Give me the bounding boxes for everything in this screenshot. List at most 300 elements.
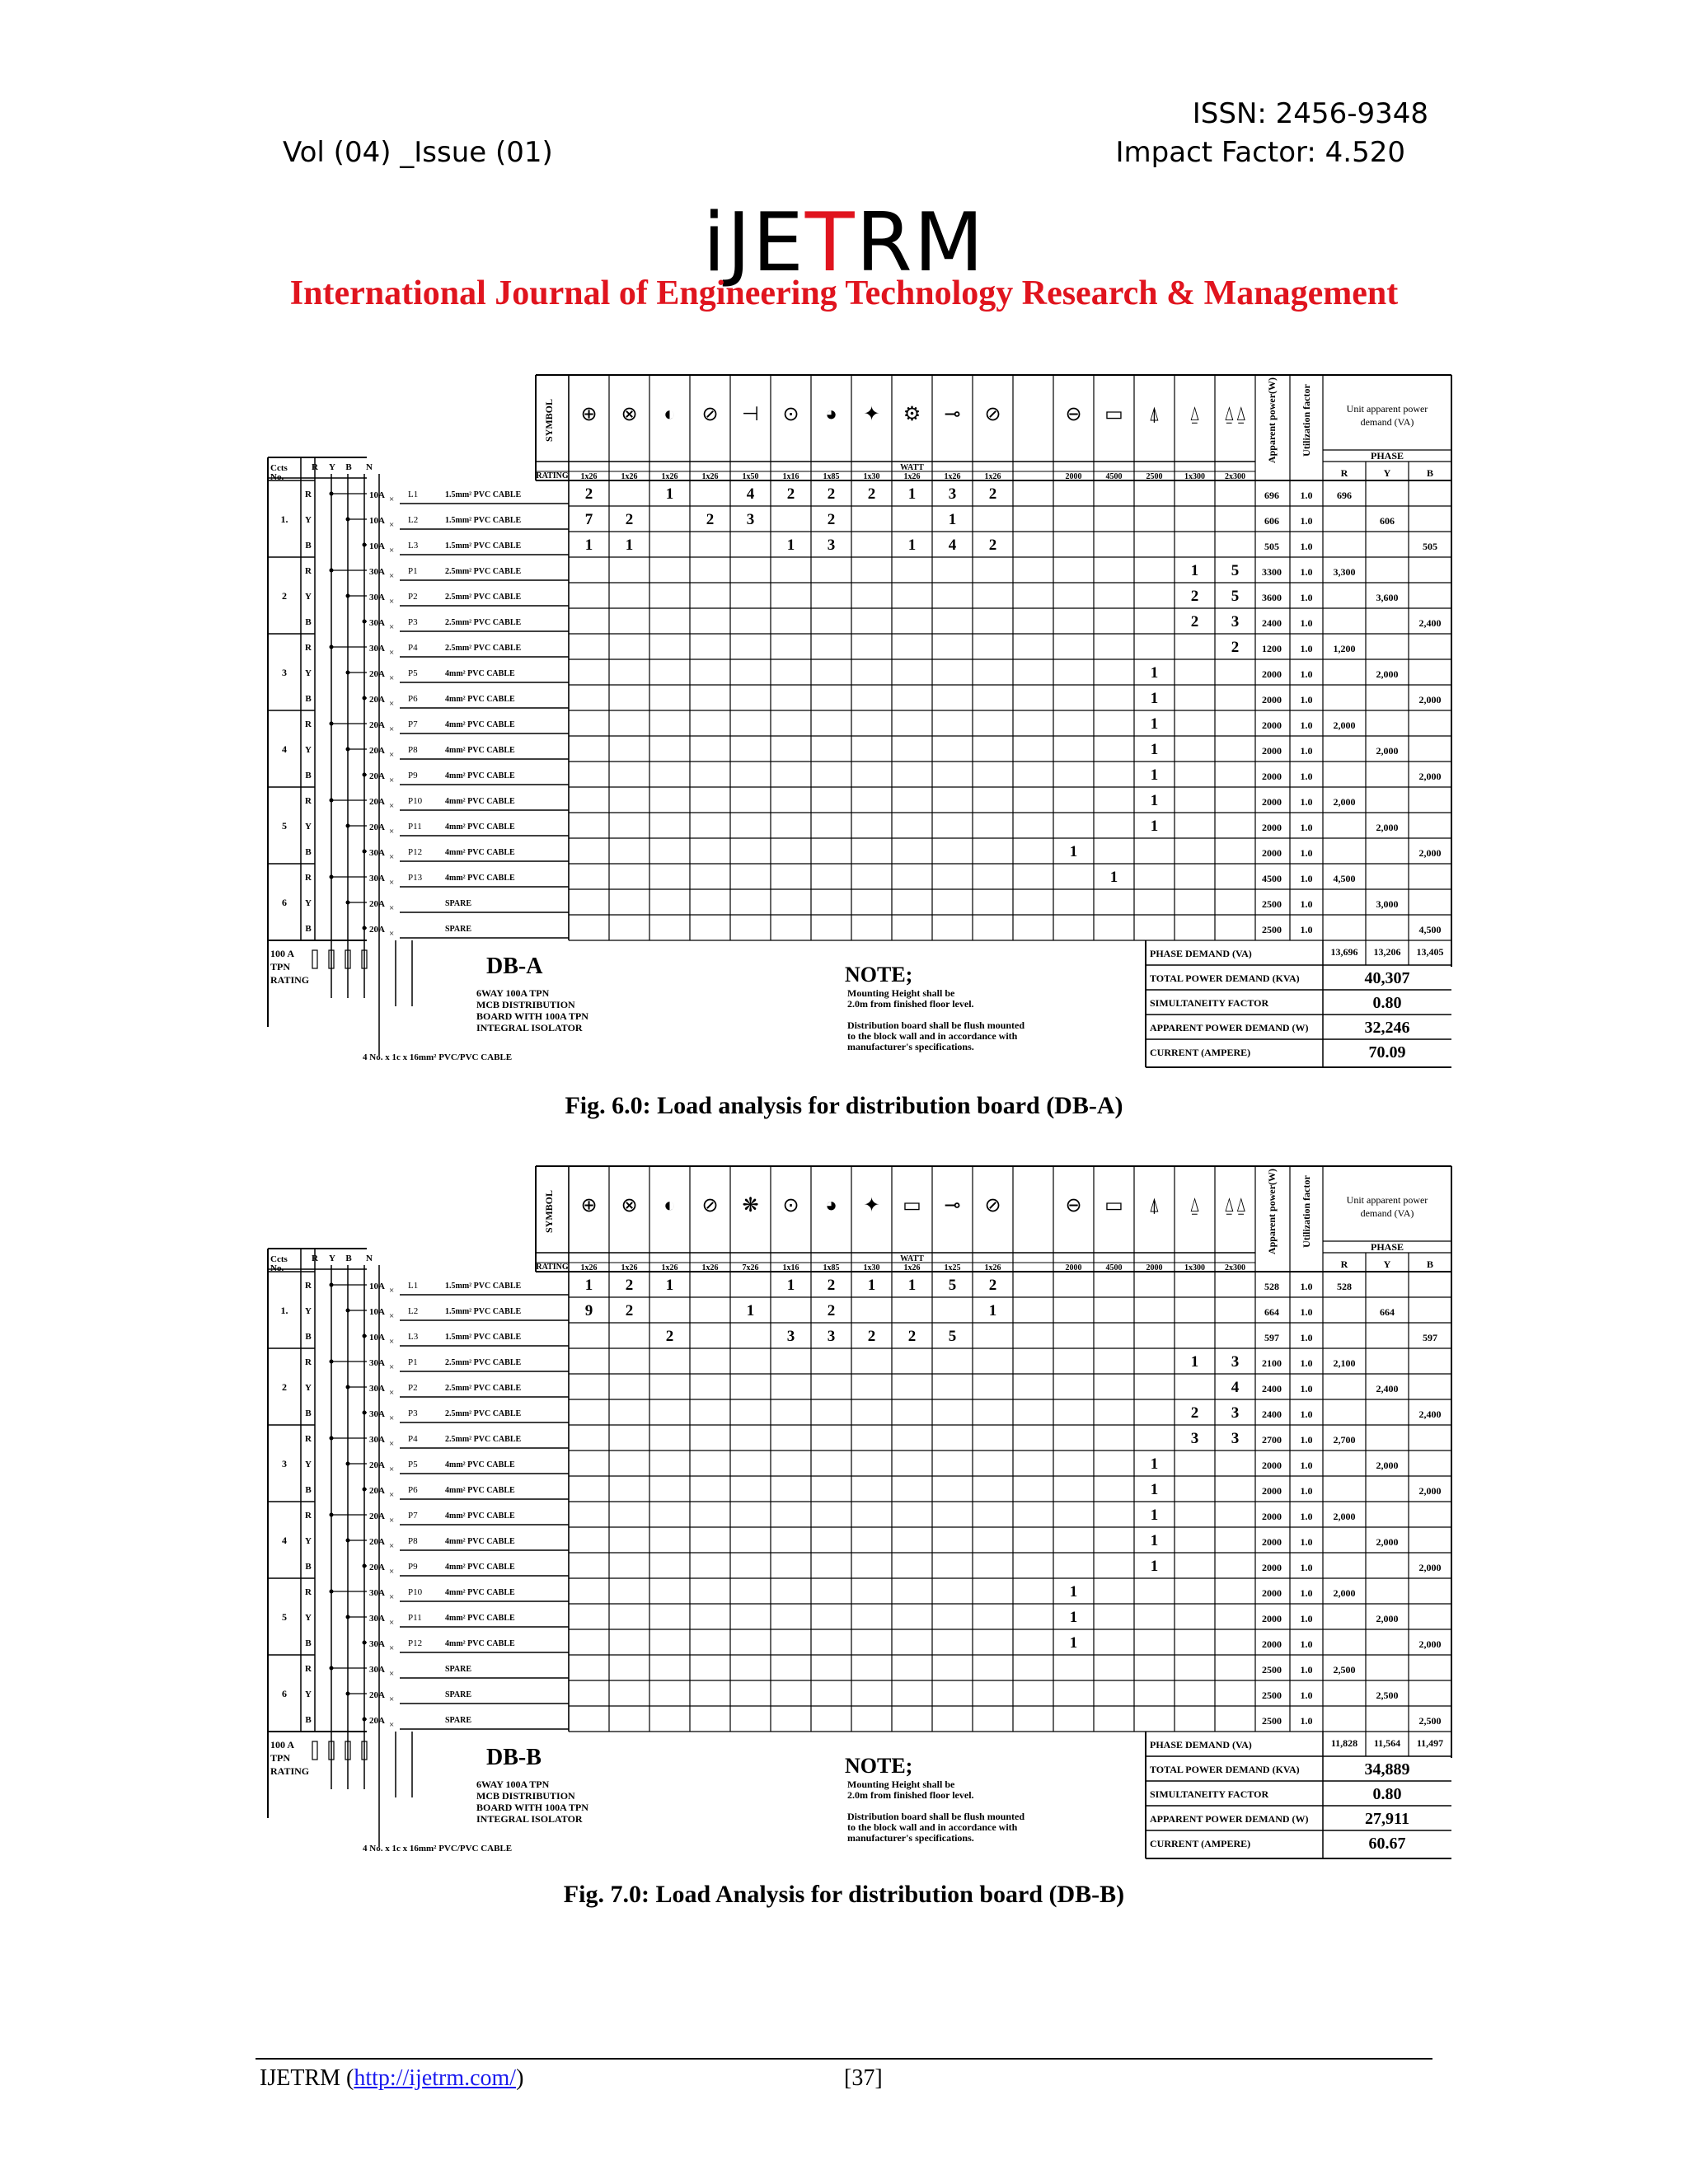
fixture-symbol-icon: ⊸ — [944, 404, 961, 425]
fixture-count: 5 — [1231, 562, 1240, 579]
rating-value: 1x16 — [782, 472, 799, 481]
mcb-rating: 20A — [369, 720, 385, 730]
utilization-value: 1.0 — [1300, 1664, 1313, 1675]
cable-spec: 4mm² PVC CABLE — [445, 1460, 515, 1469]
rating-header: RATING — [536, 471, 569, 480]
mcb-cross-icon: × — [389, 648, 395, 658]
circuit-id: P1 — [408, 566, 418, 576]
row-phase-label: Y — [305, 515, 312, 525]
utilization-value: 1.0 — [1300, 847, 1313, 859]
fixture-count: 2 — [988, 1277, 997, 1294]
rating-value: 1x16 — [782, 1263, 799, 1272]
phase-r-value: 2,000 — [1333, 1511, 1356, 1522]
phase-demand-y: 13,206 — [1373, 946, 1401, 958]
phase-header: PHASE — [1370, 450, 1404, 462]
fixture-count: 1 — [1069, 1609, 1078, 1626]
mcb-rating: 20A — [369, 1690, 385, 1700]
circuit-group-number: 3 — [282, 667, 287, 678]
fixture-count: 3 — [1231, 1353, 1240, 1371]
phase-r-value: 1,200 — [1333, 643, 1356, 654]
tap-dot — [363, 1718, 367, 1722]
tpn-rating-label: RATING — [270, 1765, 310, 1777]
cable-spec: 1.5mm² PVC CABLE — [445, 1307, 522, 1316]
fixture-count: 1 — [1150, 664, 1159, 682]
rating-value: 2x300 — [1225, 472, 1245, 481]
rating-value: 1x85 — [823, 1263, 840, 1272]
circuit-group-number: 4 — [282, 1535, 287, 1546]
rating-value: 1x26 — [621, 472, 638, 481]
utilization-value: 1.0 — [1300, 1587, 1313, 1599]
fixture-count: 3 — [1231, 1430, 1240, 1447]
apparent-power-value: 2000 — [1262, 796, 1282, 808]
circuit-id: P10 — [408, 1587, 423, 1597]
cable-spec: 2.5mm² PVC CABLE — [445, 644, 522, 653]
cable-spec: 4mm² PVC CABLE — [445, 823, 515, 832]
apparent-power-value: 2700 — [1262, 1434, 1282, 1446]
phase-letter: Y — [329, 462, 335, 472]
fixture-count: 2 — [625, 1302, 634, 1319]
tpn-rating-label: RATING — [270, 974, 310, 986]
rating-value: 1x26 — [903, 472, 921, 481]
circuit-id: P8 — [408, 745, 418, 755]
apparent-power-value: 2000 — [1262, 1587, 1282, 1599]
mcb-cross-icon: × — [389, 1311, 395, 1321]
utilization-value: 1.0 — [1300, 490, 1313, 501]
fixture-count: 4 — [1231, 1379, 1240, 1396]
mcb-cross-icon: × — [389, 827, 395, 837]
fixture-count: 1 — [1069, 1583, 1078, 1601]
cable-spec: 4mm² PVC CABLE — [445, 1614, 515, 1623]
rating-value: 1x26 — [701, 472, 719, 481]
phase-r-value: 2,100 — [1333, 1357, 1356, 1369]
phase-r-header: R — [1340, 1258, 1348, 1270]
rating-value: 1x26 — [580, 472, 598, 481]
apparent-power-value: 2000 — [1262, 719, 1282, 731]
mcb-rating: 20A — [369, 797, 385, 807]
fixture-count: 1 — [1150, 1532, 1159, 1549]
mcb-rating: 30A — [369, 1614, 385, 1624]
circuit-id: P9 — [408, 771, 418, 780]
fixture-symbol-icon: ▭ — [1104, 404, 1123, 425]
fixture-symbol-icon: ❋ — [742, 1195, 759, 1216]
phase-y-value: 606 — [1380, 515, 1395, 527]
fixture-count: 1 — [907, 485, 917, 503]
tap-dot — [363, 620, 367, 624]
tap-dot — [363, 926, 367, 930]
fixture-count: 1 — [1150, 1481, 1159, 1498]
fixture-count: 2 — [584, 485, 593, 503]
fixture-count: 3 — [786, 1328, 795, 1345]
mcb-rating: 10A — [369, 541, 385, 551]
utilization-value: 1.0 — [1300, 1613, 1313, 1624]
tap-dot — [330, 569, 334, 573]
board-description: INTEGRAL ISOLATOR — [476, 1813, 583, 1825]
fixture-count: 2 — [988, 537, 997, 554]
circuit-id: P2 — [408, 1383, 418, 1393]
tap-dot — [330, 1513, 334, 1517]
ccts-header: No. — [270, 472, 284, 482]
phase-letter: N — [366, 462, 373, 472]
apparent-power-value: 2400 — [1262, 617, 1282, 629]
fixture-count: 1 — [746, 1302, 755, 1319]
footer-journal: IJETRM (http://ijetrm.com/) — [260, 2065, 524, 2091]
circuit-id: P3 — [408, 617, 418, 627]
phase-letter: N — [366, 1254, 373, 1263]
fixture-count: 3 — [1231, 613, 1240, 630]
circuit-id: P12 — [408, 847, 423, 857]
apparent-power-value: 2000 — [1262, 668, 1282, 680]
cable-spec: 2.5mm² PVC CABLE — [445, 1409, 522, 1418]
phase-y-value: 2,400 — [1376, 1383, 1399, 1394]
phase-demand-b: 13,405 — [1416, 946, 1444, 958]
fixture-symbol-icon: ✦ — [863, 1195, 880, 1216]
tap-dot — [346, 671, 350, 675]
tap-dot — [330, 799, 334, 803]
fixture-symbol-icon: ◐ — [663, 1195, 676, 1216]
mcb-rating: 10A — [369, 1333, 385, 1343]
cable-spec: 4mm² PVC CABLE — [445, 695, 515, 704]
fixture-count: 2 — [867, 485, 876, 503]
rating-value: 1x26 — [944, 472, 961, 481]
note-title: NOTE; — [845, 1754, 913, 1778]
board-description: INTEGRAL ISOLATOR — [476, 1022, 583, 1033]
mcb-rating: 20A — [369, 771, 385, 781]
cable-spec: SPARE — [445, 1716, 472, 1725]
mcb-rating: 20A — [369, 1460, 385, 1470]
phase-y-value: 2,500 — [1376, 1690, 1399, 1701]
feeder-cable-label: 4 No. x 1c x 16mm² PVC/PVC CABLE — [363, 1844, 513, 1854]
rating-value: 1x26 — [661, 472, 678, 481]
row-phase-label: B — [305, 924, 312, 934]
fixture-symbol-icon: ⊙ — [782, 1195, 799, 1216]
fixture-count: 2 — [625, 1277, 634, 1294]
tap-dot — [363, 1334, 367, 1338]
phase-b-value: 2,000 — [1418, 771, 1442, 782]
unit-demand-header: demand (VA) — [1360, 416, 1414, 428]
fixture-count: 3 — [746, 511, 755, 528]
mcb-rating: 30A — [369, 1409, 385, 1419]
fixture-symbol-icon: ⊕ — [580, 404, 598, 425]
mcb-rating: 30A — [369, 874, 385, 883]
fixture-count: 2 — [827, 1302, 836, 1319]
cable-spec: 4mm² PVC CABLE — [445, 797, 515, 806]
circuit-id: P7 — [408, 1511, 418, 1521]
fixture-count: 1 — [1190, 562, 1199, 579]
load-analysis-figure-db-b — [264, 1162, 1467, 1879]
summary-value: 0.80 — [1372, 994, 1402, 1012]
tap-dot — [363, 696, 367, 701]
mcb-cross-icon: × — [389, 1720, 395, 1730]
fixture-count: 1 — [1069, 1634, 1078, 1652]
fixture-symbol-icon: ⊘ — [701, 404, 719, 425]
impact-factor-label: Impact Factor: 4.520 — [1115, 136, 1405, 169]
row-phase-label: B — [305, 541, 312, 551]
cable-spec: 1.5mm² PVC CABLE — [445, 516, 522, 525]
fixture-symbol-icon: ⍙⍙ — [1223, 1195, 1247, 1216]
tap-dot — [346, 748, 350, 752]
tap-dot — [330, 1666, 334, 1671]
summary-label: CURRENT (AMPERE) — [1150, 1047, 1251, 1058]
fixture-symbol-icon: ⊕ — [580, 1195, 598, 1216]
fixture-symbol-icon: ⍙ — [1189, 404, 1201, 425]
rating-value: 2500 — [1146, 472, 1163, 481]
fixture-symbol-icon: ▭ — [903, 1195, 921, 1216]
mcb-cross-icon: × — [389, 494, 395, 504]
utilization-value: 1.0 — [1300, 1408, 1313, 1420]
cable-spec: 4mm² PVC CABLE — [445, 720, 515, 729]
fixture-count: 1 — [1150, 766, 1159, 784]
phase-r-value: 4,500 — [1333, 873, 1356, 884]
tpn-rating-label: 100 A — [270, 1739, 295, 1750]
apparent-power-value: 2500 — [1262, 898, 1282, 910]
cable-spec: 2.5mm² PVC CABLE — [445, 593, 522, 602]
row-phase-label: Y — [305, 1690, 312, 1699]
board-description: 6WAY 100A TPN — [476, 1779, 550, 1790]
mcb-rating: 10A — [369, 1282, 385, 1291]
cable-spec: 4mm² PVC CABLE — [445, 848, 515, 857]
mcb-rating: 20A — [369, 1486, 385, 1496]
circuit-group-number: 6 — [282, 897, 287, 908]
row-phase-label: Y — [305, 1306, 312, 1316]
tap-dot — [330, 1360, 334, 1364]
rating-value: 1x26 — [984, 1263, 1001, 1272]
apparent-power-value: 1200 — [1262, 643, 1282, 654]
mcb-cross-icon: × — [389, 1516, 395, 1526]
row-phase-label: B — [305, 1715, 312, 1725]
apparent-power-value: 2500 — [1262, 1715, 1282, 1727]
mcb-cross-icon: × — [389, 1388, 395, 1398]
tap-dot — [346, 1615, 350, 1619]
board-description: 6WAY 100A TPN — [476, 987, 550, 999]
mcb-cross-icon: × — [389, 673, 395, 683]
apparent-power-value: 2000 — [1262, 771, 1282, 782]
row-phase-label: R — [305, 1281, 312, 1291]
note-text: Distribution board shall be flush mounted — [847, 1019, 1025, 1031]
fixture-count: 1 — [1150, 1507, 1159, 1524]
utilization-value: 1.0 — [1300, 1306, 1313, 1318]
phase-y-value: 3,600 — [1376, 592, 1399, 603]
apparent-power-value: 2000 — [1262, 1485, 1282, 1497]
mcb-rating: 30A — [369, 567, 385, 577]
rating-value: 2000 — [1065, 472, 1082, 481]
fixture-symbol-icon: ⍋ — [1148, 404, 1160, 425]
apparent-power-header: Apparent power(W) — [1266, 1168, 1278, 1255]
fixture-count: 1 — [786, 1277, 795, 1294]
fixture-count: 9 — [584, 1302, 593, 1319]
phase-b-value: 2,000 — [1418, 1638, 1442, 1650]
utilization-value: 1.0 — [1300, 1536, 1313, 1548]
fixture-count: 2 — [988, 485, 997, 503]
fixture-count: 2 — [1190, 1404, 1199, 1422]
circuit-group-number: 3 — [282, 1458, 287, 1469]
apparent-power-value: 2000 — [1262, 694, 1282, 705]
circuit-id: L2 — [408, 1306, 419, 1316]
apparent-power-value: 2400 — [1262, 1383, 1282, 1394]
row-phase-label: Y — [305, 1383, 312, 1393]
cable-spec: 4mm² PVC CABLE — [445, 1563, 515, 1572]
rating-value: 1x26 — [621, 1263, 638, 1272]
fixture-symbol-icon: ⊘ — [984, 404, 1001, 425]
cable-spec: 4mm² PVC CABLE — [445, 874, 515, 883]
mcb-rating: 10A — [369, 516, 385, 526]
circuit-group-number: 2 — [282, 1381, 287, 1393]
ccts-header: Ccts — [270, 1254, 288, 1264]
utilization-value: 1.0 — [1300, 822, 1313, 833]
tpn-rating-label: TPN — [270, 961, 290, 972]
apparent-power-value: 528 — [1264, 1281, 1279, 1292]
utilization-value: 1.0 — [1300, 796, 1313, 808]
rating-value: 1x300 — [1184, 472, 1205, 481]
fixture-symbol-icon: ✦ — [863, 404, 880, 425]
tap-dot — [346, 1385, 350, 1390]
mcb-rating: 10A — [369, 490, 385, 500]
cable-spec: 4mm² PVC CABLE — [445, 1588, 515, 1597]
rating-value: 1x30 — [863, 1263, 880, 1272]
row-phase-label: R — [305, 1434, 312, 1444]
cable-spec: 2.5mm² PVC CABLE — [445, 567, 522, 576]
mcb-cross-icon: × — [389, 1286, 395, 1296]
utilization-value: 1.0 — [1300, 1357, 1313, 1369]
fixture-count: 1 — [1069, 843, 1078, 860]
journal-logo: iJETRM — [702, 196, 986, 290]
utilization-value: 1.0 — [1300, 541, 1313, 552]
cable-spec: 1.5mm² PVC CABLE — [445, 1282, 522, 1291]
mcb-rating: 30A — [369, 848, 385, 858]
feeder-cable-label: 4 No. x 1c x 16mm² PVC/PVC CABLE — [363, 1052, 513, 1062]
rating-value: 1x30 — [863, 472, 880, 481]
cable-spec: 4mm² PVC CABLE — [445, 669, 515, 678]
fixture-symbol-icon: ⊗ — [621, 404, 638, 425]
rating-value: 1x26 — [984, 472, 1001, 481]
utilization-value: 1.0 — [1300, 924, 1313, 935]
summary-value: 27,911 — [1365, 1810, 1409, 1828]
apparent-power-value: 2500 — [1262, 1664, 1282, 1675]
tap-dot — [330, 492, 334, 496]
note-text: 2.0m from finished floor level. — [847, 1789, 974, 1801]
fixture-count: 2 — [706, 511, 715, 528]
note-text: manufacturer's specifications. — [847, 1041, 974, 1052]
mcb-cross-icon: × — [389, 852, 395, 862]
row-phase-label: Y — [305, 745, 312, 755]
row-phase-label: Y — [305, 822, 312, 832]
cable-spec: 4mm² PVC CABLE — [445, 1639, 515, 1648]
circuit-id: L1 — [408, 490, 419, 499]
apparent-power-value: 2500 — [1262, 924, 1282, 935]
utilization-value: 1.0 — [1300, 515, 1313, 527]
mcb-rating: 30A — [369, 618, 385, 628]
tap-dot — [346, 594, 350, 598]
tap-dot — [363, 1641, 367, 1645]
row-phase-label: Y — [305, 592, 312, 602]
apparent-power-value: 606 — [1264, 515, 1279, 527]
phase-letter: R — [312, 462, 318, 472]
tap-dot — [346, 1539, 350, 1543]
apparent-power-value: 2000 — [1262, 1511, 1282, 1522]
mcb-cross-icon: × — [389, 724, 395, 734]
fixture-count: 1 — [948, 511, 957, 528]
mcb-cross-icon: × — [389, 1541, 395, 1551]
circuit-id: P4 — [408, 643, 418, 653]
summary-label: APPARENT POWER DEMAND (W) — [1150, 1813, 1309, 1825]
mcb-cross-icon: × — [389, 1362, 395, 1372]
mcb-cross-icon: × — [389, 520, 395, 530]
mcb-cross-icon: × — [389, 1567, 395, 1577]
mcb-rating: 20A — [369, 1716, 385, 1726]
summary-value: 60.67 — [1368, 1835, 1406, 1853]
phase-b-value: 2,000 — [1418, 1485, 1442, 1497]
note-text: Mounting Height shall be — [847, 1779, 955, 1790]
fixture-symbol-icon: ⊘ — [984, 1195, 1001, 1216]
cable-spec: 4mm² PVC CABLE — [445, 1511, 515, 1521]
phase-demand-r: 13,696 — [1330, 946, 1358, 958]
fixture-symbol-icon: ⊸ — [944, 1195, 961, 1216]
mcb-cross-icon: × — [389, 801, 395, 811]
utilization-value: 1.0 — [1300, 1511, 1313, 1522]
utilization-value: 1.0 — [1300, 1715, 1313, 1727]
apparent-power-value: 505 — [1264, 541, 1279, 552]
fixture-count: 3 — [827, 1328, 836, 1345]
tap-dot — [346, 901, 350, 905]
isolator-switch-icon — [312, 950, 317, 968]
rating-value: 4500 — [1105, 1263, 1123, 1272]
summary-value: 32,246 — [1364, 1019, 1410, 1037]
utilization-value: 1.0 — [1300, 1434, 1313, 1446]
utilization-value: 1.0 — [1300, 617, 1313, 629]
summary-value: 34,889 — [1364, 1760, 1410, 1779]
tap-dot — [330, 1590, 334, 1594]
fixture-count: 3 — [827, 537, 836, 554]
row-phase-label: B — [305, 1332, 312, 1342]
issn-label: ISSN: 2456-9348 — [1192, 97, 1428, 130]
mcb-rating: 20A — [369, 669, 385, 679]
fixture-symbol-icon: ▭ — [1104, 1195, 1123, 1216]
phase-y-value: 664 — [1380, 1306, 1395, 1318]
circuit-id: P4 — [408, 1434, 418, 1444]
fixture-count: 2 — [867, 1328, 876, 1345]
rating-value: 1x85 — [823, 472, 840, 481]
watt-header: WATT — [900, 1254, 924, 1263]
rating-value: 1x25 — [944, 1263, 961, 1272]
fixture-count: 5 — [948, 1277, 957, 1294]
phase-demand-y: 11,564 — [1373, 1737, 1401, 1749]
cable-spec: 1.5mm² PVC CABLE — [445, 1333, 522, 1342]
circuit-group-number: 1. — [280, 513, 288, 525]
fixture-count: 1 — [907, 1277, 917, 1294]
row-phase-label: R — [305, 566, 312, 576]
circuit-id: P9 — [408, 1562, 418, 1572]
circuit-group-number: 2 — [282, 590, 287, 602]
mcb-cross-icon: × — [389, 776, 395, 785]
rating-value: 4500 — [1105, 472, 1123, 481]
tap-dot — [363, 850, 367, 854]
journal-link[interactable]: http://ijetrm.com/ — [354, 2065, 517, 2091]
row-phase-label: R — [305, 1587, 312, 1597]
fixture-count: 3 — [1190, 1430, 1199, 1447]
figure-caption-db-a: Fig. 6.0: Load analysis for distribution board (DB-A) — [565, 1092, 1123, 1119]
mcb-rating: 30A — [369, 1384, 385, 1394]
rating-value: 7x26 — [742, 1263, 759, 1272]
tap-dot — [363, 1564, 367, 1568]
phase-demand-label: PHASE DEMAND (VA) — [1150, 948, 1252, 959]
rating-value: 1x26 — [580, 1263, 598, 1272]
symbol-header: SYMBOL — [543, 1189, 555, 1234]
mcb-cross-icon: × — [389, 1618, 395, 1628]
apparent-power-value: 2000 — [1262, 1536, 1282, 1548]
row-phase-label: Y — [305, 1613, 312, 1623]
row-phase-label: Y — [305, 1536, 312, 1546]
board-name: DB-B — [486, 1745, 542, 1770]
rating-value: 1x26 — [701, 1263, 719, 1272]
